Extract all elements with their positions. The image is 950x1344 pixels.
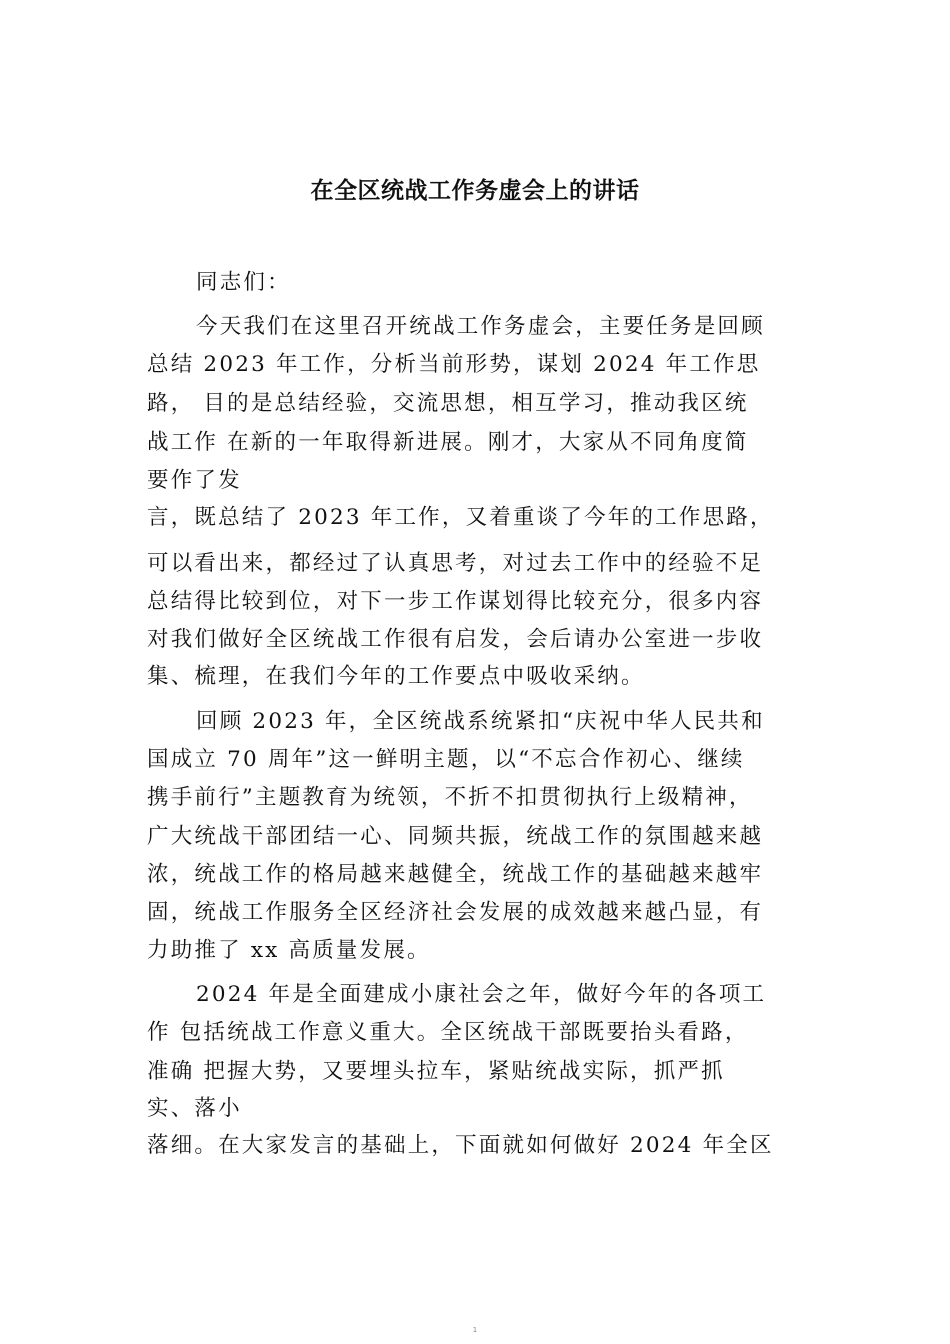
text-line: 携手前行”主题教育为统领，不折不扣贯彻执行上级精神， <box>147 785 753 810</box>
text-line: 浓，统战工作的格局越来越健全，统战工作的基础越来越牢 <box>147 862 764 887</box>
text-line: 2024 年是全面建成小康社会之年，做好今年的各项工 <box>196 982 767 1007</box>
text-line: 对我们做好全区统战工作很有启发，会后请办公室进一步收 <box>147 627 764 652</box>
text-line: 可以看出来，都经过了认真思考，对过去工作中的经验不足 <box>147 551 764 576</box>
text-line: 总结得比较到位，对下一步工作谋划得比较充分，很多内容 <box>147 589 764 614</box>
text-line: 回顾 2023 年，全区统战系统紧扣“庆祝中华人民共和 <box>196 709 765 734</box>
text-line: 总结 2023 年工作，分析当前形势，谋划 2024 年工作思 <box>147 352 761 377</box>
text-line: 路， 目的是总结经验，交流思想，相互学习，推动我区统 <box>147 391 749 416</box>
text-line: 集、梳理，在我们今年的工作要点中吸收采纳。 <box>147 664 645 689</box>
text-line: 言，既总结了 2023 年工作，又着重谈了今年的工作思路， <box>147 505 774 530</box>
document-title: 在全区统战工作务虚会上的讲话 <box>310 178 640 204</box>
text-line: 固，统战工作服务全区经济社会发展的成效越来越凸显，有 <box>147 900 764 925</box>
text-line-salutation: 同志们： <box>196 270 291 295</box>
text-line: 准确 把握大势，又要埋头拉车，紧贴统战实际，抓严抓 <box>147 1059 725 1084</box>
text-line: 实、落小 <box>147 1096 242 1121</box>
text-line: 国成立 70 周年”这一鲜明主题，以“不忘合作初心、继续 <box>147 747 745 772</box>
text-line: 作 包括统战工作意义重大。全区统战干部既要抬头看路， <box>147 1020 749 1045</box>
text-line: 广大统战干部团结一心、同频共振，统战工作的氛围越来越 <box>147 824 764 849</box>
text-line: 今天我们在这里召开统战工作务虚会，主要任务是回顾 <box>196 314 765 339</box>
text-line: 落细。在大家发言的基础上，下面就如何做好 2024 年全区 <box>147 1133 774 1158</box>
page-number: 1 <box>472 1326 478 1334</box>
text-line: 力助推了 xx 高质量发展。 <box>147 938 431 963</box>
text-line: 要作了发 <box>147 468 242 493</box>
text-line: 战工作 在新的一年取得新进展。刚才，大家从不同角度简 <box>147 430 749 455</box>
